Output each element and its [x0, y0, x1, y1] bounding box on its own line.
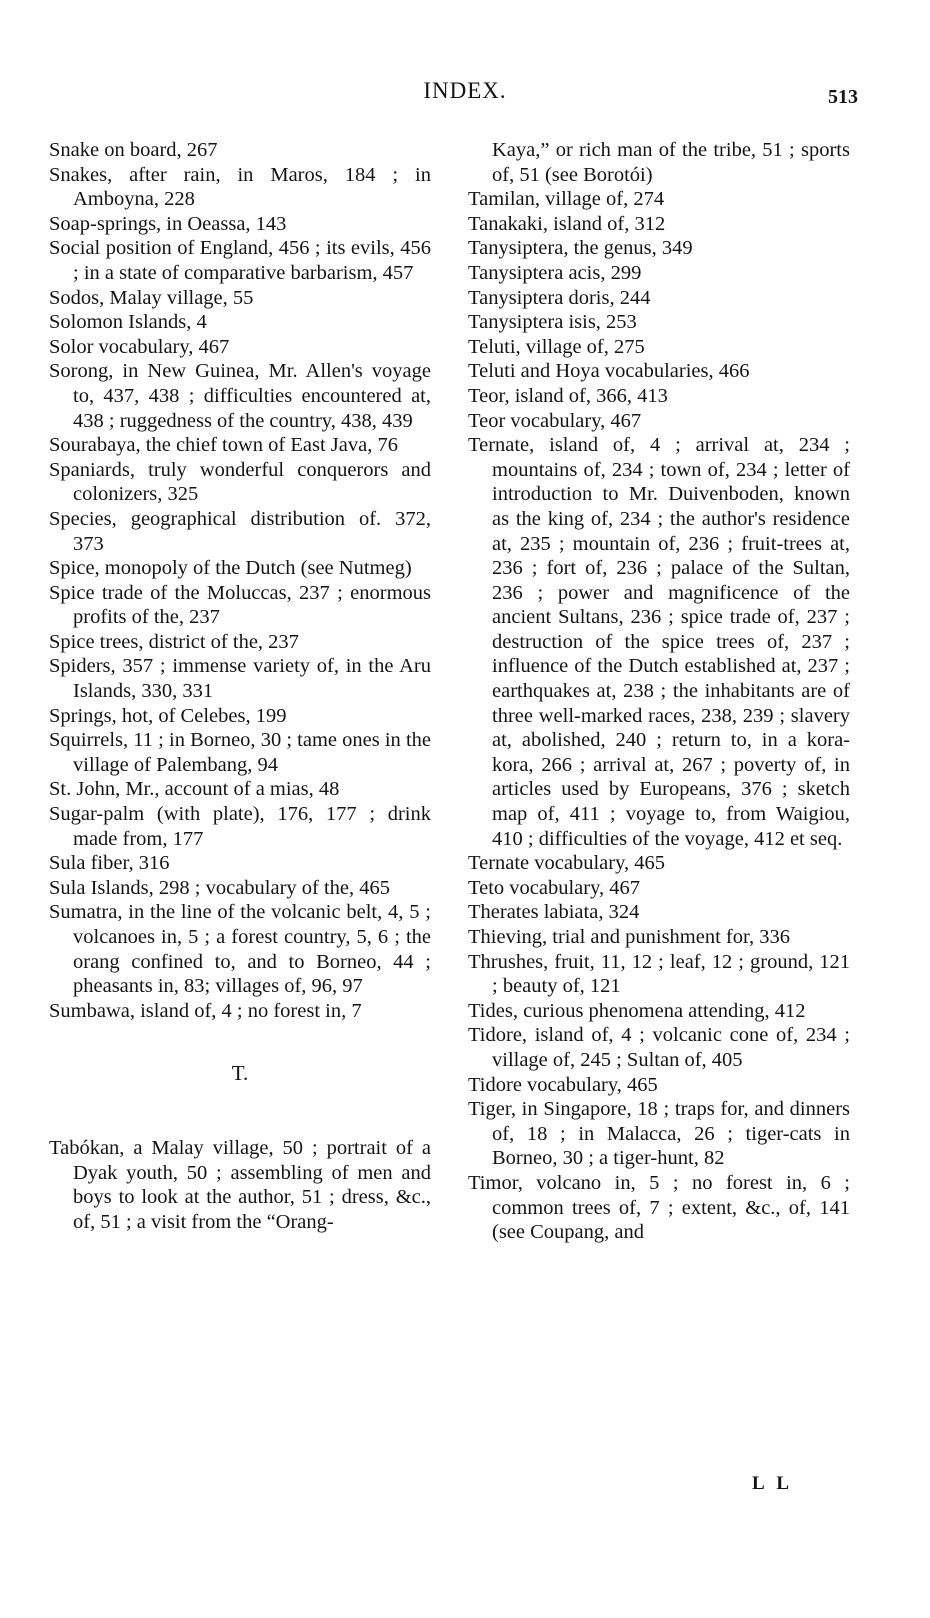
index-entry: Sula Islands, 298 ; vocabulary of the, 465	[49, 876, 391, 899]
right-column	[468, 138, 850, 1245]
index-entry: Sorong, in New Guinea, Mr. Allen's voyage to, 437, 438 ; difficulties encountered at, 438 ; ruggedness of the country, 438, 439	[49, 360, 431, 432]
index-entry: Tidore vocabulary, 465	[468, 1073, 658, 1096]
index-entry: Tides, curious phenomena attending, 412	[468, 999, 806, 1022]
index-entry: Solor vocabulary, 467	[49, 335, 230, 358]
left-column	[49, 138, 431, 1234]
index-entry: Tanysiptera, the genus, 349	[468, 237, 693, 260]
index-entry: Springs, hot, of Celebes, 199	[49, 704, 287, 727]
index-entry: Sodos, Malay village, 55	[49, 286, 254, 309]
index-entry: Tiger, in Singapore, 18 ; traps for, and dinners of, 18 ; in Malacca, 26 ; tiger-cats in Borneo, 30 ; a tiger-hunt, 82	[468, 1098, 850, 1170]
index-entry: Sula fiber, 316	[49, 852, 170, 875]
right-entries	[468, 187, 850, 1245]
index-entry: Teor, island of, 366, 413	[468, 384, 668, 407]
index-entry: Teor vocabulary, 467	[468, 409, 642, 432]
index-entry: Thieving, trial and punishment for, 336	[468, 926, 790, 948]
index-entry: Species, geographical distribution of. 372, 373	[49, 507, 431, 555]
signature-mark: L L	[752, 1473, 794, 1494]
index-entry: Spaniards, truly wonderful conquerors and colonizers, 325	[49, 458, 431, 506]
index-entry: Teluti and Hoya vocabularies, 466	[468, 360, 750, 383]
index-entry: Spice, monopoly of the Dutch (see Nutmeg)	[49, 557, 412, 580]
left-entries-t	[49, 1136, 431, 1234]
index-entry: Squirrels, 11 ; in Borneo, 30 ; tame ones in the village of Palembang, 94	[49, 729, 431, 776]
index-entry: Timor, volcano in, 5 ; no forest in, 6 ; common trees of, 7 ; extent, &c., of, 141 (see Coupang, and	[468, 1171, 850, 1244]
index-entry: Tabókan, a Malay village, 50 ; portrait of a Dyak youth, 50 ; assembling of men and boys to look at the author, 51 ; dress, &c., of, 51 ; a visit from the “Orang-	[49, 1136, 431, 1233]
index-entry: Sugar-palm (with plate), 176, 177 ; drink made from, 177	[49, 803, 431, 850]
index-entry: Spice trees, district of the, 237	[49, 630, 299, 653]
index-entry: Snake on board, 267	[49, 139, 218, 161]
index-entry: Sumbawa, island of, 4 ; no forest in, 7	[49, 999, 362, 1022]
index-entry: Tanysiptera acis, 299	[468, 261, 642, 284]
index-entry: St. John, Mr., account of a mias, 48	[49, 778, 340, 801]
running-head: INDEX.	[423, 78, 507, 103]
index-entry: Tanysiptera isis, 253	[468, 311, 637, 334]
index-entry: Tanakaki, island of, 312	[468, 212, 666, 235]
index-entry: Therates labiata, 324	[468, 901, 640, 924]
index-entry: Solomon Islands, 4	[49, 311, 207, 334]
index-entry: Spice trade of the Moluccas, 237 ; enormous profits of the, 237	[49, 581, 431, 629]
index-entry: Teto vocabulary, 467	[468, 876, 640, 899]
index-entry: Spiders, 357 ; immense variety of, in the Aru Islands, 330, 331	[49, 655, 431, 703]
index-entry: Ternate, island of, 4 ; arrival at, 234 ; mountains of, 234 ; town of, 234 ; letter of introduction to Mr. Duivenboden, known as the king of, 234 ; the author's residence at, 235 ; mountain of, 236 ; fruit-trees at, 236 ; fort of, 236 ; palace of the Sultan, 236 ; power and magnificence of the ancient Sultans, 236 ; spice trade of, 237 ; destruction of the spice trees of, 237 ; influence of the Dutch established at, 237 ; earthquakes at, 238 ; the inhabitants are of three well-marked races, 238, 239 ; slavery at, abolished, 240 ; return to, in a kora-kora, 266 ; arrival at, 267 ; poverty of, in articles used by Europeans, 376 ; sketch map of, 411 ; voyage to, from Waigiou, 410 ; difficulties of the voyage, 412 et seq.	[468, 434, 850, 850]
index-entry: Teluti, village of, 275	[468, 335, 645, 358]
index-entry: Soap-springs, in Oeassa, 143	[49, 212, 287, 235]
index-entry: Tidore, island of, 4 ; volcanic cone of, 234 ; village of, 245 ; Sultan of, 405	[468, 1024, 850, 1071]
index-entry: Sumatra, in the line of the volcanic belt, 4, 5 ; volcanoes in, 5 ; a forest country, 5, 6 ; the orang confined to, and to Borneo, 44 ; pheasants in, 83; villages of, 96, 97	[49, 901, 431, 998]
index-entry: Tamilan, village of, 274	[468, 188, 665, 211]
index-entry: Thrushes, fruit, 11, 12 ; leaf, 12 ; ground, 121 ; beauty of, 121	[468, 950, 850, 998]
index-entry: Tanysiptera doris, 244	[468, 286, 651, 309]
index-entry: Ternate vocabulary, 465	[468, 852, 666, 875]
index-entry: Sourabaya, the chief town of East Java, 76	[49, 434, 398, 457]
index-entry: Snakes, after rain, in Maros, 184 ; in Amboyna, 228	[49, 163, 431, 211]
continued-entry: Kaya,” or rich man of the tribe, 51 ; sports of, 51 (see Borotói)	[492, 139, 850, 186]
page-number: 513	[828, 86, 858, 108]
section-letter: T.	[231, 1061, 249, 1086]
index-entry: Social position of England, 456 ; its evils, 456 ; in a state of comparative barbarism, 457	[49, 237, 431, 284]
left-entries	[49, 138, 431, 1023]
